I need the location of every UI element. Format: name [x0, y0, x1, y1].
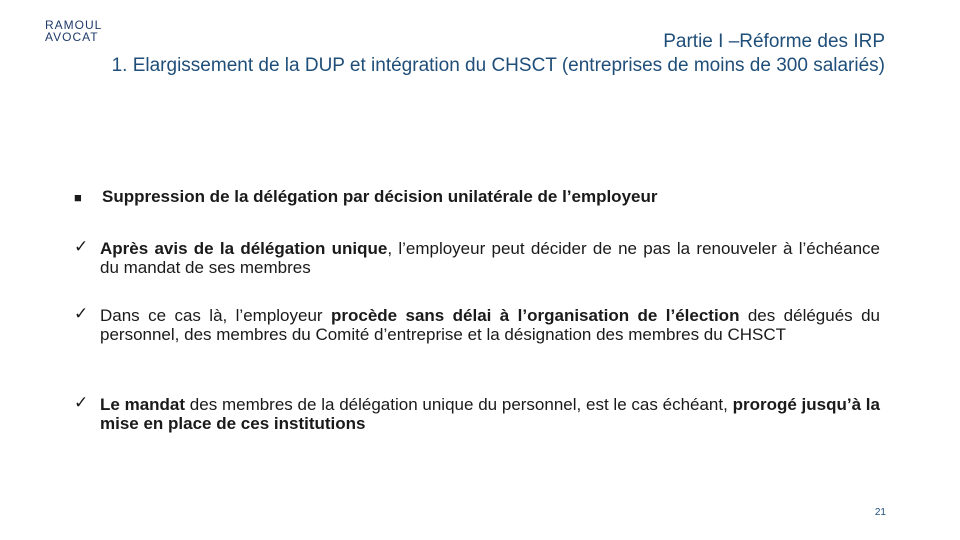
item-bold: prorogé jusqu’à la mise en place de ces institutions — [100, 395, 880, 433]
title-line2: 1. Elargissement de la DUP et intégration du CHSCT (entreprises de moins de 300 salariés) — [111, 55, 885, 76]
slide-title — [65, 30, 885, 78]
check-icon: ✓ — [74, 237, 89, 256]
main-bullet-text: Suppression de la délégation par décision unilatérale de l’employeur — [102, 187, 658, 206]
item-text: Dans ce cas là, l’employeur — [100, 306, 331, 325]
item-text: , l’employeur peut décider de ne pas la renouveler à l’échéance du mandat de ses membres — [100, 239, 880, 277]
item-bold: Le mandat — [100, 395, 186, 414]
item-text: des membres de la délégation unique du personnel, est le cas échéant, — [185, 395, 733, 414]
item-bold: Après avis de la délégation unique — [100, 239, 388, 258]
check-icon: ✓ — [74, 304, 89, 323]
list-item — [100, 306, 880, 344]
page-number: 21 — [874, 507, 886, 518]
square-bullet-icon: ■ — [74, 190, 82, 205]
logo-line1: RAMOUL — [45, 18, 103, 32]
list-item — [100, 239, 880, 277]
check-icon: ✓ — [74, 393, 89, 412]
logo-line2: AVOCAT — [45, 30, 99, 44]
title-line1: Partie I –Réforme des IRP — [663, 31, 885, 52]
item-text: des délégués du personnel, des membres du Comité d’entreprise et la désignation des membres du CHSCT — [100, 306, 880, 344]
list-item — [100, 395, 880, 433]
item-bold: procède sans délai à l’organisation de l’élection — [330, 306, 740, 325]
